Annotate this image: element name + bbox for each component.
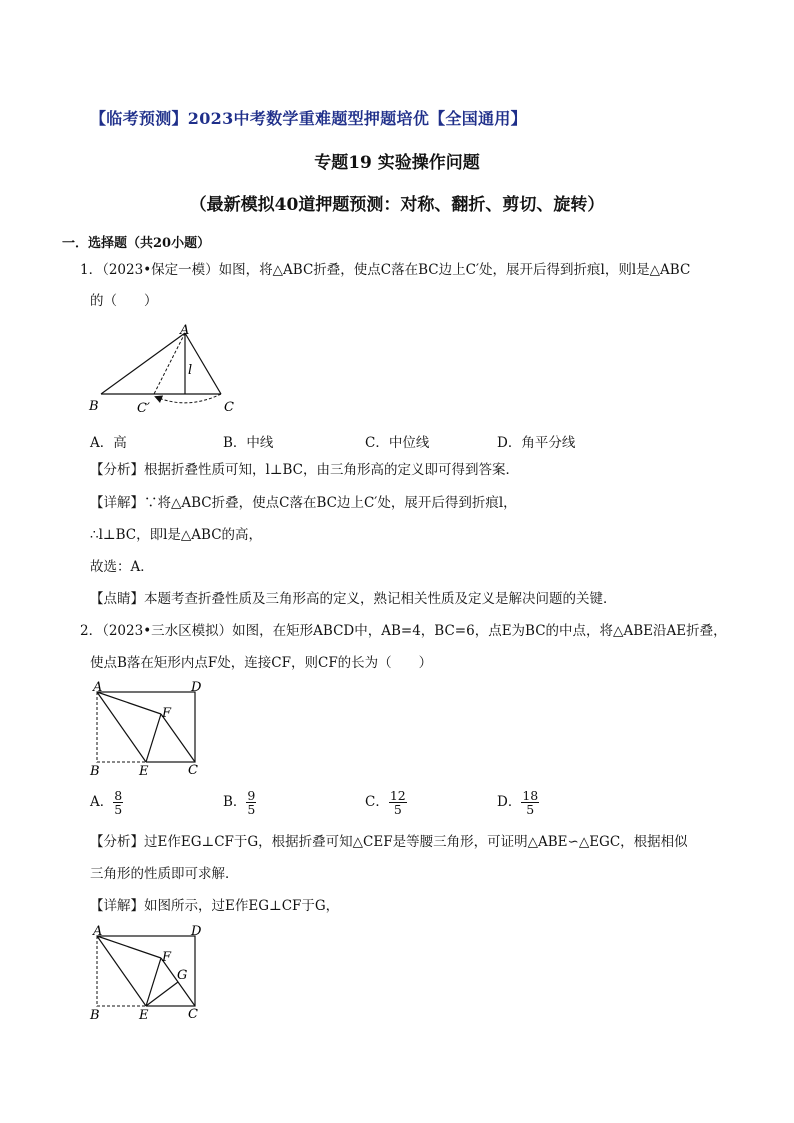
q1-stem-line1: 1．（2023•保定一模）如图，将△ABC折叠，使点C落在BC边上C′处，展开后得到折痕l，则l是△ABC — [80, 262, 691, 278]
label-c: C — [188, 763, 198, 778]
segment-fe-2 — [146, 958, 161, 1006]
q1-option-c: C．中位线 — [365, 435, 430, 451]
q2-analysis-line1: 【分析】过E作EG⊥CF于G，根据折叠可知△CEF是等腰三角形，可证明△ABE∽△EGC，根据相似 — [90, 834, 688, 850]
segment-eg — [146, 982, 178, 1006]
side-ab — [101, 333, 185, 394]
fold-ae-2 — [97, 936, 146, 1006]
label-a: A — [93, 924, 103, 939]
label-c-prime: C′ — [137, 401, 150, 416]
q2-option-a-letter: A． — [90, 794, 114, 811]
label-b: B — [90, 1008, 100, 1023]
q1-therefore: ∴l⊥BC，即l是△ABC的高， — [90, 527, 263, 543]
q2-option-c — [365, 789, 407, 816]
label-d: D — [191, 924, 202, 939]
q2-option-c-fraction: $\frac{12}{5}$ — [389, 788, 406, 818]
label-e: E — [139, 1008, 149, 1023]
fold-arrow — [156, 394, 221, 403]
segment-af-2 — [97, 936, 161, 958]
q1-option-a: A．高 — [90, 435, 127, 451]
q2-solution-figure — [84, 922, 214, 1026]
q2-option-b-letter: B． — [223, 794, 247, 811]
label-b: B — [90, 764, 100, 779]
label-a: A — [93, 680, 103, 695]
q1-triangle-figure — [84, 322, 254, 418]
q2-option-d — [497, 789, 539, 816]
q1-detail: 【详解】∵将△ABC折叠，使点C落在BC边上C′处，展开后得到折痕l， — [90, 495, 517, 511]
q2-option-a-fraction: $\frac{8}{5}$ — [114, 788, 123, 818]
q1-option-b: B．中线 — [223, 435, 274, 451]
label-f: F — [162, 706, 172, 721]
q1-analysis: 【分析】根据折叠性质可知，l⊥BC，由三角形高的定义即可得到答案． — [90, 462, 520, 478]
segment-af — [97, 692, 161, 714]
label-a: A — [180, 323, 190, 338]
fold-ae — [97, 692, 146, 762]
q2-stem-line1: 2．（2023•三水区模拟）如图，在矩形ABCD中，AB=4，BC=6，点E为BC的中点，将△ABE沿AE折叠， — [80, 623, 727, 639]
dashed-ac-prime — [154, 333, 185, 394]
label-l: l — [188, 363, 193, 378]
label-f: F — [162, 950, 172, 965]
segment-fe — [146, 714, 161, 762]
q2-analysis-line2: 三角形的性质即可求解． — [90, 866, 239, 882]
q2-rectangle-figure — [84, 680, 214, 780]
q1-comment: 【点睛】本题考查折叠性质及三角形高的定义，熟记相关性质及定义是解决问题的关键． — [90, 591, 617, 607]
label-c: C — [224, 400, 234, 415]
label-b: B — [89, 399, 99, 414]
q2-option-a — [90, 789, 123, 816]
q1-option-d: D．角平分线 — [497, 435, 576, 451]
rect-abcd — [97, 692, 195, 762]
q2-option-b — [223, 789, 256, 816]
q2-option-b-fraction: $\frac{9}{5}$ — [247, 788, 256, 818]
label-e: E — [139, 764, 149, 779]
q2-option-d-letter: D． — [497, 794, 522, 811]
q2-stem-line2: 使点B落在矩形内点F处，连接CF，则CF的长为（ ） — [90, 655, 433, 671]
q2-option-c-letter: C． — [365, 794, 389, 811]
segment-fc — [161, 714, 195, 762]
topic-title: 专题19 实验操作问题 — [314, 153, 480, 173]
header-banner: 【临考预测】2023中考数学重难题型押题培优【全国通用】 — [90, 109, 527, 128]
label-d: D — [191, 680, 202, 695]
q1-answer: 故选：A． — [90, 559, 154, 575]
section-heading: 一．选择题（共20小题） — [62, 236, 211, 251]
q2-detail: 【详解】如图所示，过E作EG⊥CF于G， — [90, 898, 340, 914]
q1-stem-line2: 的（ ） — [90, 293, 158, 309]
label-c: C — [188, 1007, 198, 1022]
label-g: G — [177, 968, 188, 983]
q2-option-d-fraction: $\frac{18}{5}$ — [522, 788, 539, 818]
topic-subtitle: （最新模拟40道押题预测：对称、翻折、剪切、旋转） — [189, 195, 605, 215]
